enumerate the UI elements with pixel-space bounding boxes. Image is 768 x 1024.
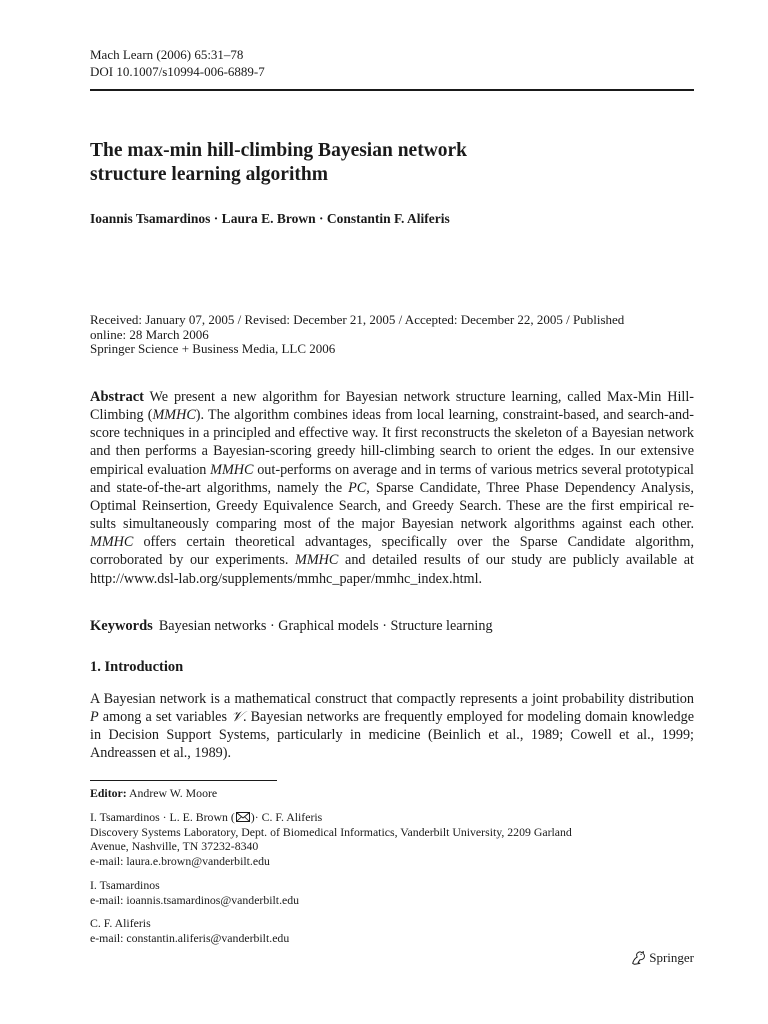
publisher-name: Springer — [649, 950, 694, 965]
dates-line-1: Received: January 07, 2005 / Revised: December 21, 2005 / Accepted: December 22, 2005 / Published — [90, 312, 625, 327]
header-rule — [90, 89, 694, 91]
springer-horse-icon — [630, 949, 648, 967]
affiliation-authors-start: I. Tsamardinos · L. E. Brown ( — [90, 810, 235, 824]
abstract-text-4: , Sparse Candidate, Three Phase Dependency Analysis, Optimal Reinsertion, Greedy Equivalence Search, and Greedy Search. These are the first empirical re-sults simultaneously comparing most of the major Bayesian network algorithms against each other. — [90, 479, 694, 533]
affiliation-department: Discovery Systems Laboratory, Dept. of Biomedical Informatics, Vanderbilt University, 2209 Garland — [90, 824, 572, 839]
editor-note — [90, 786, 694, 801]
journal-header — [90, 47, 265, 80]
journal-citation: Mach Learn (2006) 65:31–78 — [90, 47, 244, 62]
editor-label: Editor: — [90, 786, 127, 800]
footnote-rule — [90, 780, 277, 781]
author-list: Ioannis Tsamardinos · Laura E. Brown · Constantin F. Aliferis — [90, 211, 450, 226]
affiliation-email-3[interactable]: e-mail: constantin.aliferis@vanderbilt.edu — [90, 930, 290, 945]
abstract-mmhc-2: MMHC — [210, 461, 254, 478]
affiliation-name-3: C. F. Aliferis — [90, 916, 151, 930]
keywords-label: Keywords — [90, 618, 153, 634]
abstract-text-6: and detailed results of our study are publicly available at http://www.dsl-lab.org/supplements/mmhc_paper/mmhc_index.html. — [90, 552, 694, 587]
editor-name: Andrew W. Moore — [126, 786, 218, 800]
abstract-text-3: out-performs on average and in terms of various metrics several prototypical and state-of-the-art algorithms, namely the — [90, 461, 694, 496]
abstract-text-2: ). The algorithm combines ideas from local learning, constraint-based, and search-and-score techniques in a principled and effective way. It first reconstructs the skeleton of a Bayesian network and then performs a Bayesian-scoring greedy hill-climbing search to orient the edges. In our extensive empirical evaluation — [90, 407, 694, 478]
abstract — [90, 388, 694, 588]
intro-symbol-p: P — [90, 709, 99, 726]
affiliation-authors — [90, 810, 694, 825]
affiliation-authors-end: )· C. F. Aliferis — [250, 810, 323, 824]
abstract-mmhc-1: MMHC — [152, 407, 196, 424]
paper-title-line-2: structure learning algorithm — [90, 164, 328, 185]
abstract-mmhc-4: MMHC — [295, 552, 339, 569]
section-heading-introduction: 1. Introduction — [90, 659, 184, 675]
publisher-logo — [630, 948, 694, 968]
affiliation-block-3 — [90, 916, 694, 945]
affiliation-email-1[interactable]: e-mail: laura.e.brown@vanderbilt.edu — [90, 853, 270, 868]
affiliation-name-2: I. Tsamardinos — [90, 878, 160, 892]
paper-title-line-1: The max-min hill-climbing Bayesian network — [90, 140, 468, 161]
affiliation-address: Avenue, Nashville, TN 37232-8340 — [90, 839, 259, 853]
dates-line-2: online: 28 March 2006 — [90, 326, 209, 342]
paper-page — [90, 0, 694, 1024]
keywords-text: Bayesian networks · Graphical models · Structure learning — [158, 618, 493, 634]
keywords — [90, 617, 694, 635]
abstract-text-5: offers certain theoretical advantages, specifically over the Sparse Candidate algorithm, corroborated by our experiments. — [90, 534, 694, 569]
copyright-line: Springer Science + Business Media, LLC 2006 — [90, 341, 336, 356]
introduction-paragraph — [90, 690, 694, 763]
abstract-mmhc-3: MMHC — [90, 534, 134, 551]
intro-text-1: A Bayesian network is a mathematical construct that compactly represents a joint probability distribution — [90, 691, 694, 707]
publication-history — [90, 313, 694, 357]
paper-title — [90, 139, 467, 187]
envelope-icon[interactable] — [236, 811, 250, 821]
intro-symbol-v: 𝒱 — [231, 709, 243, 726]
affiliation-block-2 — [90, 878, 694, 907]
affiliation-block-1 — [90, 810, 694, 868]
intro-text-2: among a set variables — [98, 709, 232, 726]
abstract-pc: PC — [348, 479, 367, 496]
intro-text-3: . Bayesian networks are frequently employed for modeling domain knowledge in Decision Support Systems, particularly in medicine (Beinlich et al., 1989; Cowell et al., 1999; Andreassen et al., 1989). — [90, 709, 694, 762]
journal-doi: DOI 10.1007/s10994-006-6889-7 — [90, 63, 265, 79]
abstract-label: Abstract — [90, 389, 144, 405]
affiliation-email-2[interactable]: e-mail: ioannis.tsamardinos@vanderbilt.edu — [90, 892, 300, 907]
abstract-text-1: We present a new algorithm for Bayesian network structure learning, called Max-Min Hill-Climbing ( — [90, 389, 694, 424]
